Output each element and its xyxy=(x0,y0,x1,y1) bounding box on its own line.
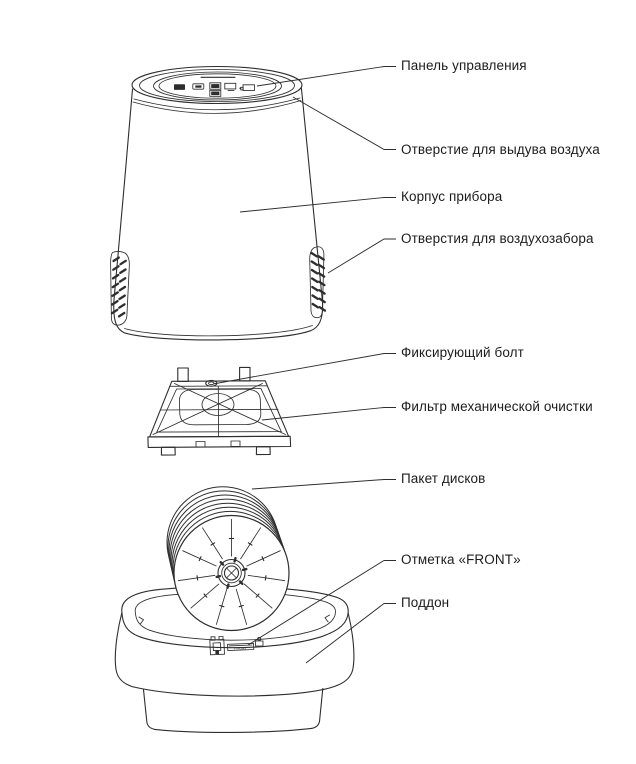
filter-tab xyxy=(178,368,188,382)
right-air-intake-vent xyxy=(310,247,325,318)
label-fixing-bolt: Фиксирующий болт xyxy=(401,345,524,360)
leader-control-panel xyxy=(257,67,396,87)
disc-pack-drawing xyxy=(167,487,289,631)
filter-foot xyxy=(161,447,175,455)
label-control-panel: Панель управления xyxy=(401,58,527,73)
speed-button-icon xyxy=(243,85,255,91)
tray-base xyxy=(144,690,155,730)
label-disc-pack: Пакет дисков xyxy=(401,471,486,486)
label-air-intake: Отверстия для воздухозабора xyxy=(401,231,594,246)
label-front-mark: Отметка «FRONT» xyxy=(401,552,521,567)
mechanical-filter-drawing xyxy=(148,367,291,455)
leader-air-outlet xyxy=(293,97,396,150)
label-device-body: Корпус прибора xyxy=(401,189,503,204)
control-panel-drawing xyxy=(154,72,282,100)
label-tray: Поддон xyxy=(401,595,450,610)
left-air-intake-vent xyxy=(111,251,130,325)
leader-disc-pack xyxy=(252,480,396,490)
label-air-outlet: Отверстие для выдува воздуха xyxy=(401,142,600,157)
timer-button-icon xyxy=(225,83,236,89)
label-mechanical-filter: Фильтр механической очистки xyxy=(401,399,593,414)
leader-fixing-bolt xyxy=(213,354,396,385)
device-body-drawing xyxy=(111,67,325,340)
leader-air-intake xyxy=(328,239,396,273)
leader-mechanical-filter xyxy=(262,408,396,421)
power-button-icon xyxy=(174,84,185,90)
front-plate-text: FRONT xyxy=(234,646,247,651)
leader-device-body xyxy=(240,198,396,213)
filter-foot xyxy=(256,447,270,455)
leader-tray xyxy=(306,604,396,664)
